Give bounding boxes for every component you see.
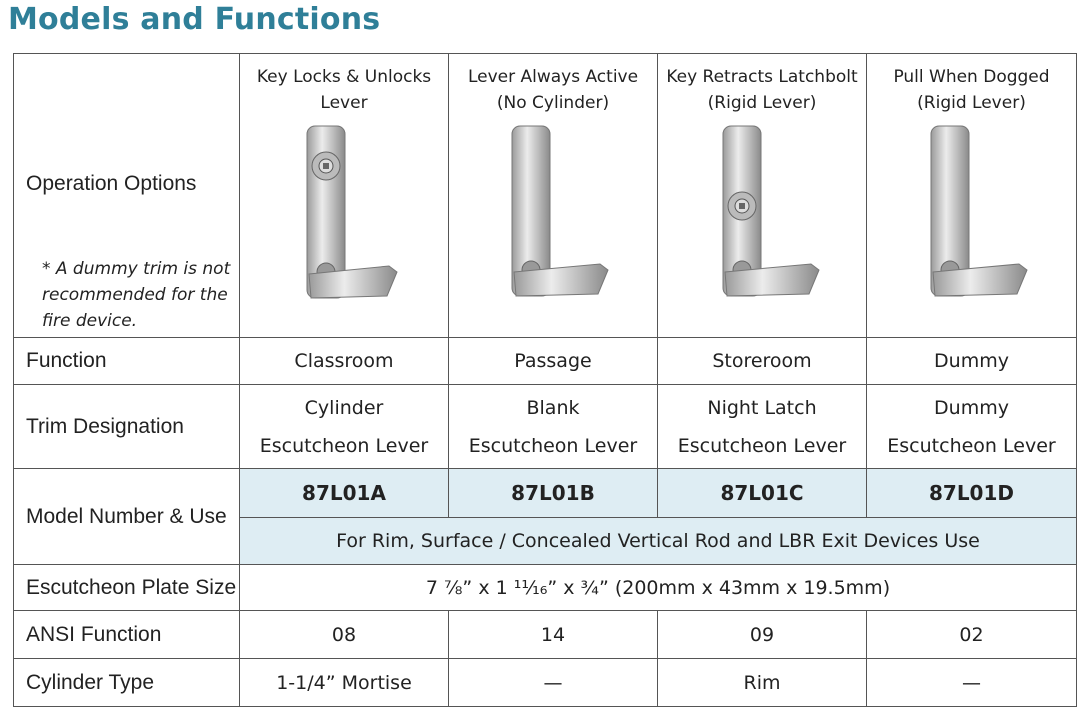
trim-line2: Escutcheon Lever <box>887 434 1056 457</box>
operation-cell-a <box>240 54 449 338</box>
lever-no-cylinder-image <box>907 124 1037 304</box>
cylinder-value: — <box>867 659 1077 707</box>
operation-line1: Lever Always Active <box>467 67 639 87</box>
plate-row <box>14 565 1077 611</box>
model-row <box>14 469 1077 518</box>
function-value: Dummy <box>867 338 1077 385</box>
models-table <box>13 53 1077 707</box>
model-number: 87L01D <box>867 469 1077 518</box>
model-label: Model Number & Use <box>14 469 240 565</box>
operation-title-d <box>867 54 1076 116</box>
fire-device-note: * A dummy trim is not recommended for the fire device. <box>42 259 231 331</box>
cylinder-value: 1-1/4” Mortise <box>240 659 449 707</box>
trim-cell <box>449 385 658 469</box>
trim-cell <box>658 385 867 469</box>
operation-row <box>14 54 1077 338</box>
trim-row <box>14 385 1077 469</box>
trim-line1: Cylinder <box>304 396 384 419</box>
cylinder-value: — <box>449 659 658 707</box>
ansi-value: 08 <box>240 611 449 659</box>
trim-line2: Escutcheon Lever <box>468 434 638 457</box>
model-use-text: For Rim, Surface / Concealed Vertical Rod and LBR Exit Devices Use <box>240 518 1077 565</box>
operation-line2: (No Cylinder) <box>496 93 610 113</box>
operation-line2: Lever <box>320 93 368 113</box>
trim-cell <box>867 385 1077 469</box>
function-value: Passage <box>449 338 658 385</box>
function-label: Function <box>14 338 240 385</box>
operation-label-cell <box>14 54 240 338</box>
trim-line1: Night Latch <box>707 396 817 419</box>
trim-line2: Escutcheon Lever <box>259 434 429 457</box>
operation-title-b <box>449 54 657 116</box>
operation-cell-d <box>867 54 1077 338</box>
operation-line1: Key Locks & Unlocks <box>256 67 432 87</box>
cylinder-value: Rim <box>658 659 867 707</box>
function-value: Storeroom <box>658 338 867 385</box>
ansi-row <box>14 611 1077 659</box>
ansi-value: 09 <box>658 611 867 659</box>
lever-no-cylinder-image <box>488 124 618 304</box>
trim-label: Trim Designation <box>14 385 240 469</box>
lever-with-top-cylinder-image <box>279 124 409 304</box>
plate-label: Escutcheon Plate Size <box>14 565 240 611</box>
cylinder-label: Cylinder Type <box>14 659 240 707</box>
page-title: Models and Functions <box>8 2 381 37</box>
operation-title-c <box>658 54 866 116</box>
operation-line1: Key Retracts Latchbolt <box>666 67 858 87</box>
operation-cell-b <box>449 54 658 338</box>
lever-with-mid-cylinder-image <box>697 124 827 304</box>
trim-line2: Escutcheon Lever <box>677 434 847 457</box>
cylinder-row <box>14 659 1077 707</box>
trim-cell <box>240 385 449 469</box>
operation-line1: Pull When Dogged <box>893 67 1050 87</box>
model-number: 87L01A <box>240 469 449 518</box>
operation-label: Operation Options <box>26 172 197 195</box>
plate-size-value: 7 ⅞” x 1 ¹¹⁄₁₆” x ¾” (200mm x 43mm x 19.5mm) <box>240 565 1077 611</box>
operation-title-a <box>240 54 448 116</box>
ansi-value: 02 <box>867 611 1077 659</box>
model-number: 87L01C <box>658 469 867 518</box>
operation-cell-c <box>658 54 867 338</box>
trim-line1: Blank <box>526 396 580 419</box>
model-number: 87L01B <box>449 469 658 518</box>
ansi-label: ANSI Function <box>14 611 240 659</box>
ansi-value: 14 <box>449 611 658 659</box>
function-value: Classroom <box>240 338 449 385</box>
operation-line2: (Rigid Lever) <box>707 93 817 113</box>
function-row <box>14 338 1077 385</box>
trim-line1: Dummy <box>934 396 1009 419</box>
operation-line2: (Rigid Lever) <box>917 93 1026 113</box>
